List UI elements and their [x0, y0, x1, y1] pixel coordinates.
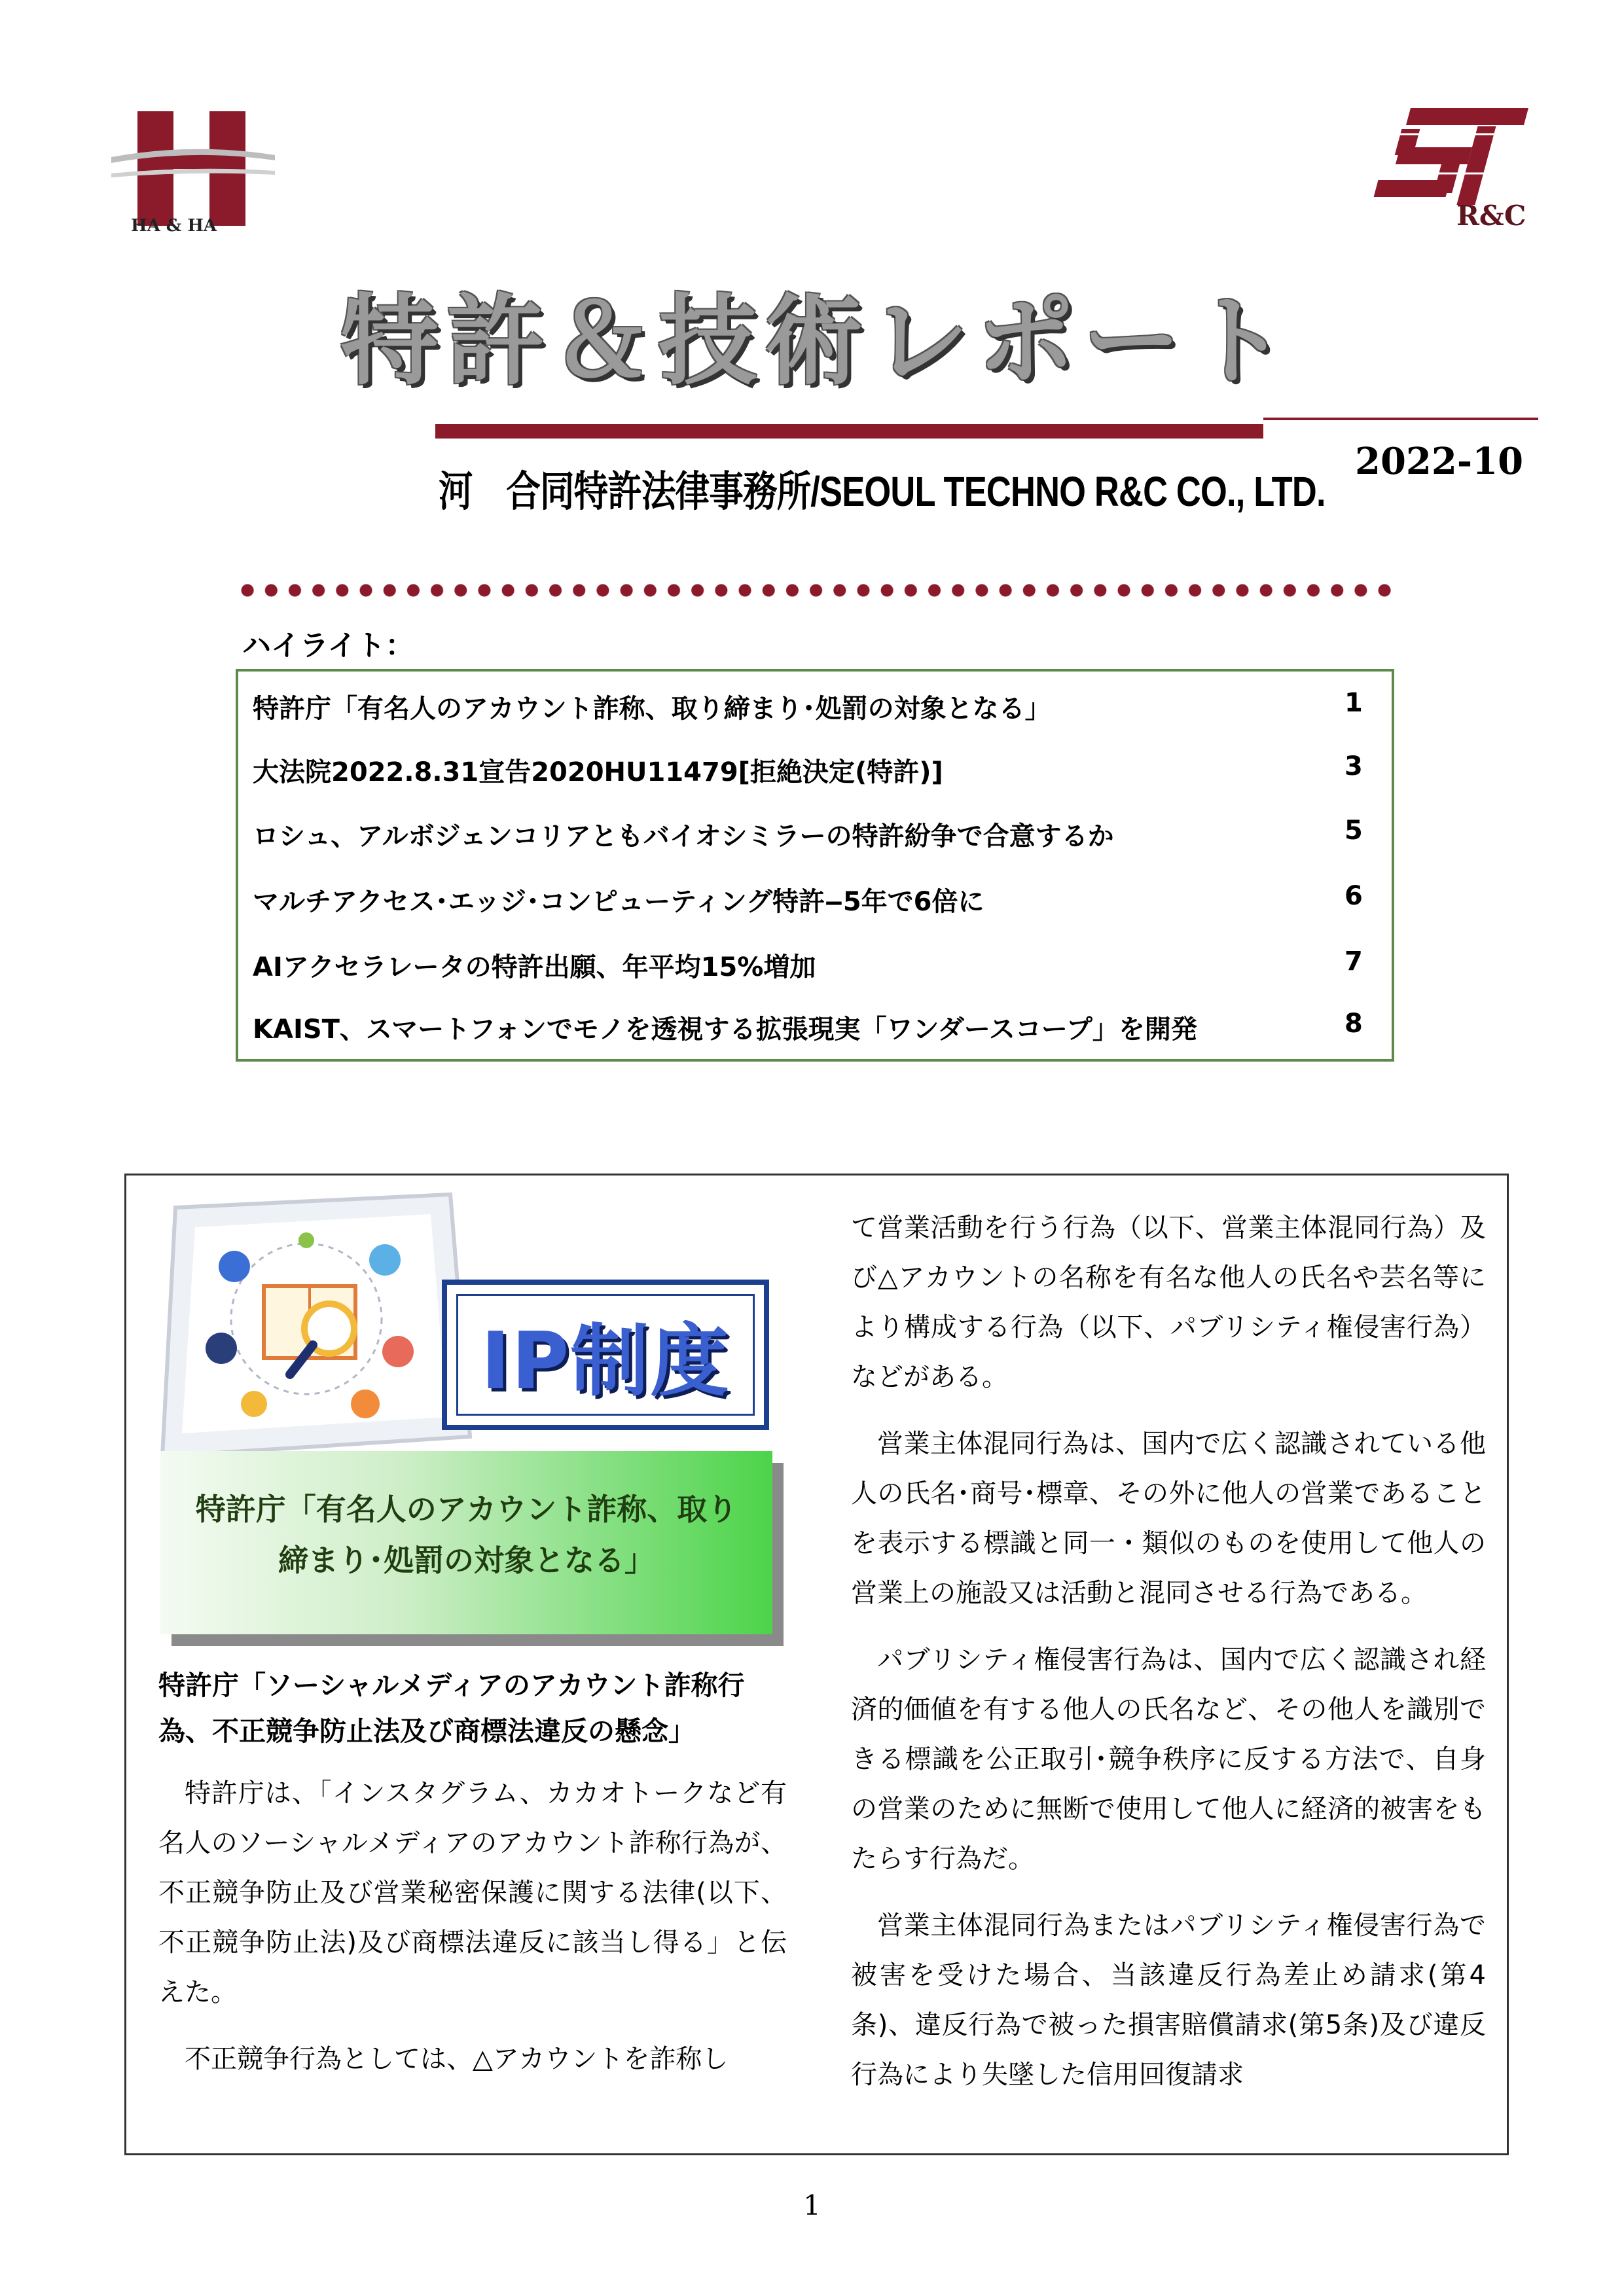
ha-and-ha-caption: HA & HA	[131, 216, 217, 236]
highlights-heading: ハイライト：	[242, 629, 414, 662]
issue-number: 2022-10	[1355, 440, 1524, 483]
headline-box	[160, 1451, 772, 1634]
page-number: 1	[803, 2189, 821, 2221]
article-paragraph: 不正競争行為としては、△アカウントを詐称し	[185, 2044, 729, 2074]
highlight-item[interactable]	[253, 816, 1379, 874]
highlight-title: 特許庁「有名人のアカウント詐称、取り締まり･処罰の対象となる」	[253, 694, 1051, 724]
highlight-page: 3	[1344, 751, 1363, 781]
highlights-box	[236, 669, 1394, 1062]
highlight-title: KAIST、スマートフォンでモノを透視する拡張現実「ワンダースコープ」を開発	[253, 1014, 1197, 1045]
rc-caption: R&C	[1456, 200, 1526, 232]
highlight-title: マルチアクセス･エッジ･コンピューティング特許‒5年で6倍に	[253, 887, 984, 917]
article-paragraph: 営業主体混同行為またはパブリシティ権侵害行為で被害を受けた場合、当該違反行為差止め請求(第4条)、違反行為で被った損害賠償請求(第5条)及び違反行為により失墜した信用回復請求	[851, 1910, 1486, 2090]
article-paragraph: 営業主体混同行為は、国内で広く認識されている他人の氏名･商号･標章、その外に他人の営業であることを表示する標識と同一・類似のものを使用して他人の営業上の施設又は活動と混同させる行為である。	[851, 1429, 1486, 1608]
highlight-page: 7	[1344, 946, 1363, 977]
highlight-item[interactable]	[253, 1009, 1379, 1067]
section-label-box	[442, 1280, 769, 1430]
highlight-item[interactable]	[253, 881, 1379, 940]
highlight-item[interactable]	[253, 946, 1379, 1005]
highlight-page: 1	[1344, 688, 1363, 718]
highlight-title: AIアクセラレータの特許出願、年平均15%増加	[253, 952, 816, 982]
headline-line-2: 締まり･処罰の対象となる」	[278, 1543, 655, 1578]
article-paragraph: パブリシティ権侵害行為は、国内で広く認識され経済的価値を有する他人の氏名など、その他人を識別できる標識を公正取引･競争秩序に反する方法で、自身の営業のために無断で使用して他人に経済的被害をもたらす行為だ。	[851, 1645, 1486, 1874]
highlight-item[interactable]	[253, 751, 1379, 810]
headline-line-1: 特許庁「有名人のアカウント詐称、取り	[195, 1492, 738, 1527]
highlight-title: 大法院2022.8.31宣告2020HU11479[拒絶決定(特許)]	[253, 757, 943, 787]
firm-name: 河 合同特許法律事務所/SEOUL TECHNO R&C CO., LTD.	[439, 468, 1326, 515]
article-paragraph: 特許庁は、「インスタグラム、カカオトークなど有名人のソーシャルメディアのアカウント詐称行為が、不正競争防止及び営業秘密保護に関する法律(以下、不正競争防止法)及び商標法違反に該当し得る」と伝えた。	[158, 1778, 787, 2007]
title-rule-thin	[1263, 418, 1538, 420]
article-right-column	[851, 1203, 1486, 2117]
highlight-item[interactable]	[253, 688, 1379, 747]
report-title: 特許＆技術レポート	[340, 285, 1295, 399]
highlight-title: ロシュ、アルボジェンコリアともバイオシミラーの特許紛争で合意するか	[253, 821, 1114, 852]
highlight-page: 5	[1344, 816, 1363, 846]
highlight-page: 8	[1344, 1009, 1363, 1039]
article-subhead: 特許庁「ソーシャルメディアのアカウント詐称行為、不正競争防止法及び商標法違反の懸念」	[158, 1670, 745, 1747]
title-rule	[435, 424, 1263, 439]
highlight-page: 6	[1344, 881, 1363, 911]
dotted-divider	[236, 583, 1394, 598]
article-paragraph: て営業活動を行う行為（以下、営業主体混同行為）及び△アカウントの名称を有名な他人の氏名や芸名等により構成する行為（以下、パブリシティ権侵害行為）などがある。	[851, 1213, 1486, 1392]
ip-illustration-icon	[149, 1188, 477, 1463]
section-label: IP制度	[480, 1316, 731, 1407]
article-left-column	[158, 1662, 787, 2101]
